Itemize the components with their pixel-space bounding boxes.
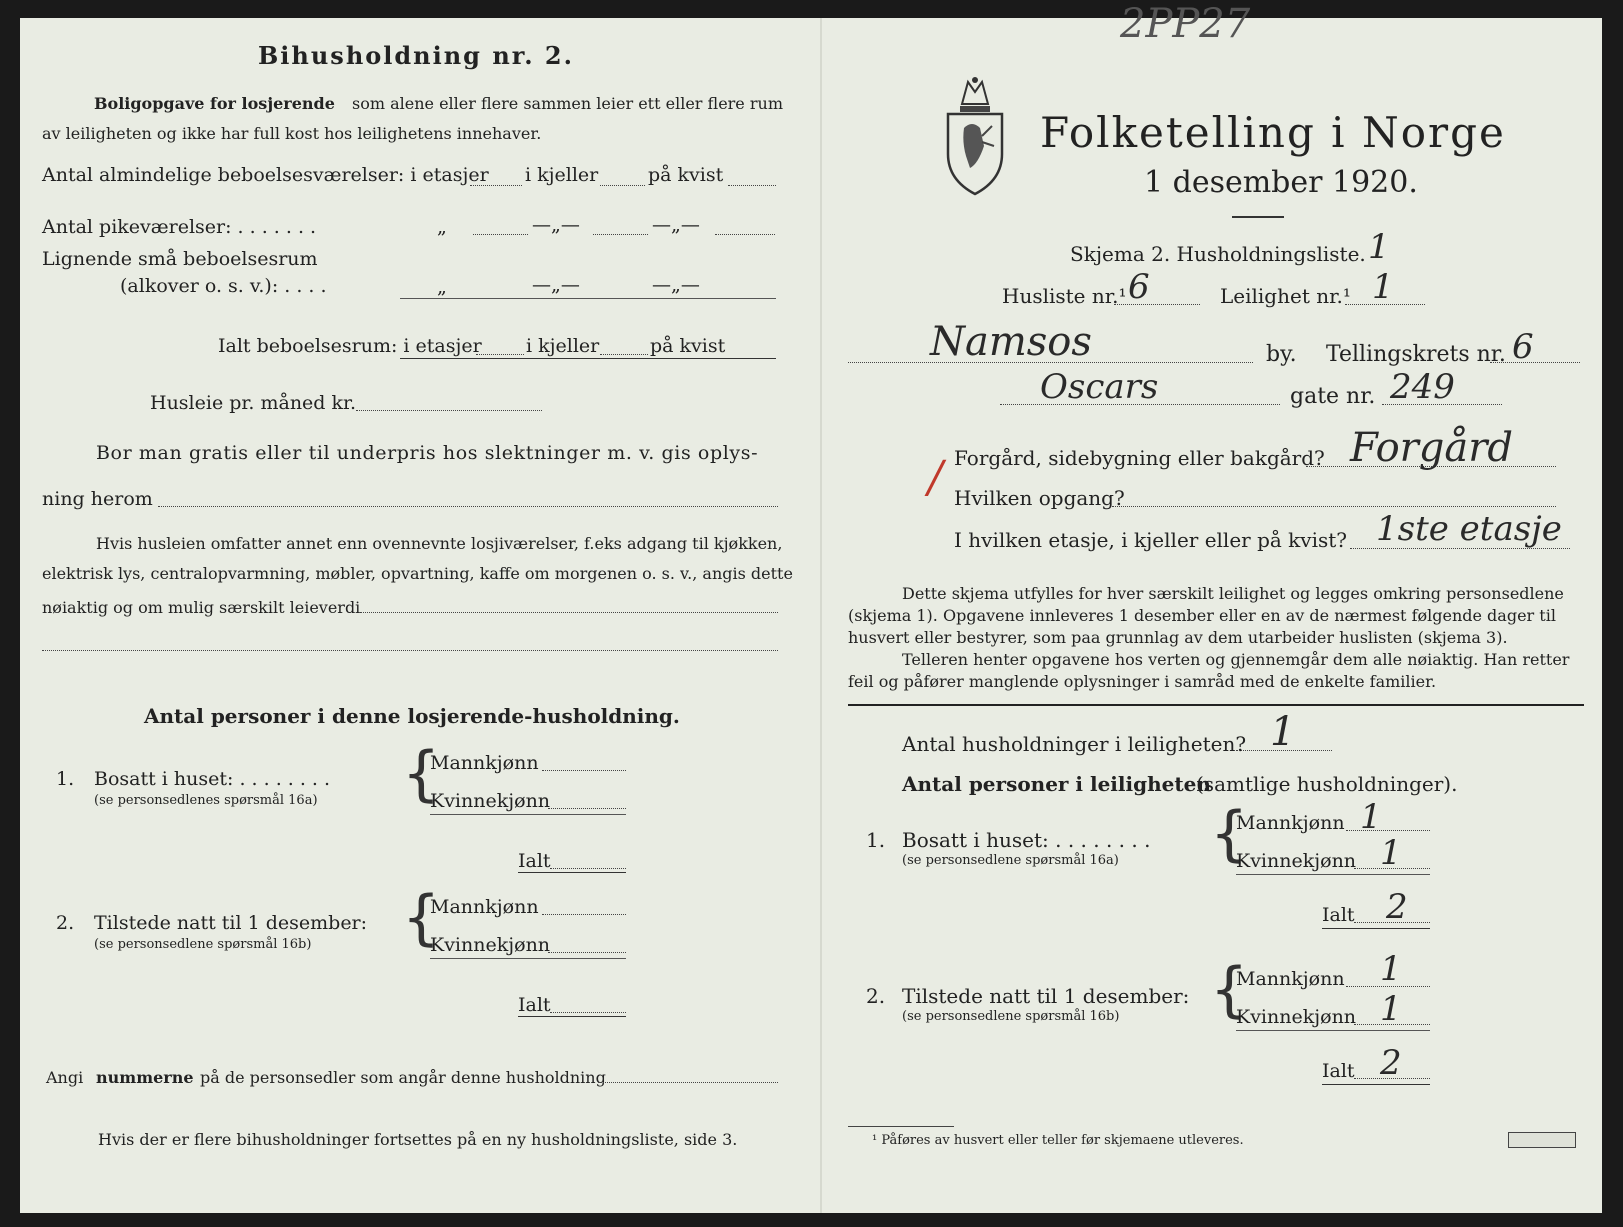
households-hw: 1 [1270,709,1296,755]
right-q2-label: Tilstede natt til 1 desember: [902,984,1190,1008]
left-q2-sub: (se personsedlene spørsmål 16b) [94,937,312,952]
includes-line-2: elektrisk lys, centralopvarmning, møbler, opvartning, kaffe om morgenen o. s. v., angis dette [42,564,793,583]
instruction-line-2: (skjema 1). Opgavene innleveres 1 desember eller en av de nærmest følgende dager til [848,606,1556,625]
left-q1-total-field[interactable] [550,868,626,869]
right-q1-female: Kvinnekjønn [1236,850,1357,872]
left-q2-male-field[interactable] [542,914,626,915]
tellingskrets-label: Tellingskrets nr. [1326,342,1506,367]
right-q1-brace: { [1210,799,1249,869]
instruction-rule [848,704,1584,706]
right-q1-total-rule [1322,928,1430,929]
husliste-label: Husliste nr.¹ [1002,284,1127,308]
right-q2-brace: { [1210,955,1249,1025]
left-q2-female-field[interactable] [548,952,626,953]
left-q2-num: 2. [56,912,75,934]
title-rule [1232,216,1284,218]
red-margin-mark: / [928,452,943,503]
husliste-field[interactable] [1114,304,1200,305]
husliste-hw: 6 [1128,267,1150,307]
maid-floors-field[interactable] [473,234,528,235]
numbers-bold: nummerne [96,1068,194,1087]
left-q2-total-rule [518,1016,626,1017]
rooms-label: Antal almindelige beboelsesværelser: i etasjer [42,164,489,186]
left-q1-num: 1. [56,768,75,790]
right-q1-total-hw: 2 [1386,887,1408,927]
right-q1-total: Ialt [1322,904,1355,926]
right-q1-male: Mannkjønn [1236,812,1345,834]
rooms-basement-label: i kjeller [525,164,599,186]
households-question: Antal husholdninger i leiligheten? [902,732,1247,756]
rent-label: Husleie pr. måned kr. [150,392,357,414]
left-q2-female: Kvinnekjønn [430,934,551,956]
right-q2-male: Mannkjønn [1236,968,1345,990]
right-q2-total-rule [1322,1084,1430,1085]
left-q2-brace: { [402,883,441,953]
left-q2-label: Tilstede natt til 1 desember: [94,912,368,934]
etasje-hw: 1ste etasje [1376,509,1562,549]
includes-field-2[interactable] [42,650,778,651]
main-title: Folketelling i Norge [1040,108,1506,157]
left-q1-female: Kvinnekjønn [430,790,551,812]
right-q2-rule [1236,1030,1430,1031]
instruction-line-1: Dette skjema utfylles for hver særskilt leilighet og legges omkring personsedlene [902,584,1564,603]
total-rooms-label: Ialt beboelsesrum: i etasjer [218,335,482,357]
includes-field[interactable] [360,612,778,613]
right-q1-rule [1236,874,1430,875]
tellingskrets-hw: 6 [1512,327,1534,367]
maid-basement-field[interactable] [593,234,648,235]
printer-stamp [1508,1132,1576,1148]
rooms-floors-field[interactable] [470,185,522,186]
opgang-question: Hvilken opgang? [954,486,1125,510]
opgang-field[interactable] [1112,506,1556,507]
left-q1-female-field[interactable] [548,808,626,809]
forgard-hw: Forgård [1350,425,1513,471]
rent-field[interactable] [356,410,542,411]
numbers-post: på de personsedler som angår denne husholdning [200,1068,606,1087]
by-label: by. [1266,342,1297,367]
includes-line-3: nøiaktig og om mulig særskilt leieverdi [42,598,361,617]
instruction-line-4: Telleren henter opgavene hos verten og gjennemgår dem alle nøiaktig. Han retter [902,650,1570,669]
free-field[interactable] [158,506,778,507]
etasje-question: I hvilken etasje, i kjeller eller på kvist? [954,528,1347,552]
rooms-basement-field[interactable] [600,185,645,186]
norway-coat-of-arms-icon [942,72,1008,196]
ditto-dash: —„— [652,214,700,236]
gate-hw: 249 [1390,367,1455,407]
city-hw: Namsos [930,319,1092,365]
left-q2-total: Ialt [518,994,551,1016]
free-line-2: ning herom [42,488,153,510]
left-q2-rule [430,958,626,959]
ditto-dash: —„— [532,274,580,296]
maid-attic-field[interactable] [715,234,775,235]
total-floors-field[interactable] [476,354,524,355]
rooms-attic-field[interactable] [728,185,776,186]
small-rooms-label: Lignende små beboelsesrum [42,248,318,270]
left-q2-male: Mannkjønn [430,896,539,918]
footnote-rule [848,1126,954,1127]
left-persons-heading: Antal personer i denne losjerende-husholdning. [144,704,680,728]
schema-label: Skjema 2. Husholdningsliste. [1070,242,1366,266]
total-basement-label: i kjeller [526,335,600,357]
persons-heading-rest: (samtlige husholdninger). [1196,772,1458,796]
right-q1-male-field[interactable] [1346,830,1430,831]
archive-number: 2PP27 [1120,1,1251,47]
right-q2-female-hw: 1 [1380,989,1402,1029]
instruction-line-5: feil og påfører manglende oplysninger i samråd med de enkelte familier. [848,672,1437,691]
ditto-dash: —„— [532,214,580,236]
right-q1-male-hw: 1 [1360,797,1382,837]
right-q1-sub: (se personsedlene spørsmål 16a) [902,853,1119,868]
numbers-pre: Angi [46,1068,84,1087]
ditto-dash: —„— [652,274,700,296]
right-q2-sub: (se personsedlene spørsmål 16b) [902,1009,1120,1024]
left-q2-total-field[interactable] [550,1012,626,1013]
left-q1-male-field[interactable] [542,770,626,771]
right-q1-label: Bosatt i huset: . . . . . . . . [902,828,1151,852]
intro-line-2: av leiligheten og ikke har full kost hos leilighetens innehaver. [42,124,542,143]
left-q1-rule [430,814,626,815]
numbers-field[interactable] [598,1082,778,1083]
ditto-mark: „ [437,276,447,298]
continue-note: Hvis der er flere bihusholdninger fortsettes på en ny husholdningsliste, side 3. [98,1130,738,1149]
left-q1-label: Bosatt i huset: . . . . . . . . [94,768,331,790]
street-hw: Oscars [1040,367,1159,407]
right-q2-total-hw: 2 [1380,1043,1402,1083]
intro-bold: Boligopgave for losjerende [94,94,335,113]
small-rooms-rule [400,298,776,299]
right-q1-female-hw: 1 [1380,833,1402,873]
right-q2-male-hw: 1 [1380,949,1402,989]
total-attic-label: på kvist [650,335,726,357]
left-q1-total-rule [518,872,626,873]
right-q2-num: 2. [866,984,886,1008]
page-fold [820,18,822,1213]
leilighet-label: Leilighet nr.¹ [1220,284,1351,308]
persons-heading-bold: Antal personer i leiligheten [902,772,1211,796]
small-rooms-sub: (alkover o. s. v.): . . . . [120,275,327,297]
left-q1-total: Ialt [518,850,551,872]
schema-hw: 1 [1368,227,1390,267]
census-date: 1 desember 1920. [1144,165,1418,200]
left-q1-brace: { [402,739,441,809]
right-q2-female: Kvinnekjønn [1236,1006,1357,1028]
forgard-question: Forgård, sidebygning eller bakgård? [954,446,1325,470]
footnote: ¹ Påføres av husvert eller teller før skjemaene utleveres. [872,1133,1244,1148]
ditto-mark: „ [437,216,447,238]
rooms-attic-label: på kvist [648,164,724,186]
instruction-line-3: husvert eller bestyrer, som paa grunnlag av dem utarbeider huslisten (skjema 3). [848,628,1508,647]
gate-label: gate nr. [1290,384,1376,409]
left-title: Bihusholdning nr. 2. [258,41,574,70]
right-q2-total: Ialt [1322,1060,1355,1082]
right-q1-num: 1. [866,828,886,852]
left-q1-sub: (se personsedlenes spørsmål 16a) [94,793,318,808]
total-rooms-rule [400,358,776,359]
maid-rooms-label: Antal pikeværelser: . . . . . . . [42,216,317,238]
total-basement-field[interactable] [600,354,648,355]
includes-line-1: Hvis husleien omfatter annet enn ovennevnte losjiværelser, f.eks adgang til kjøkken, [96,534,783,553]
intro-line-1: som alene eller flere sammen leier ett eller flere rum [352,94,783,113]
left-q1-male: Mannkjønn [430,752,539,774]
tellingskrets-field[interactable] [1490,362,1580,363]
leilighet-hw: 1 [1372,267,1394,307]
free-line-1: Bor man gratis eller til underpris hos slektninger m. v. gis oplys- [96,442,759,464]
